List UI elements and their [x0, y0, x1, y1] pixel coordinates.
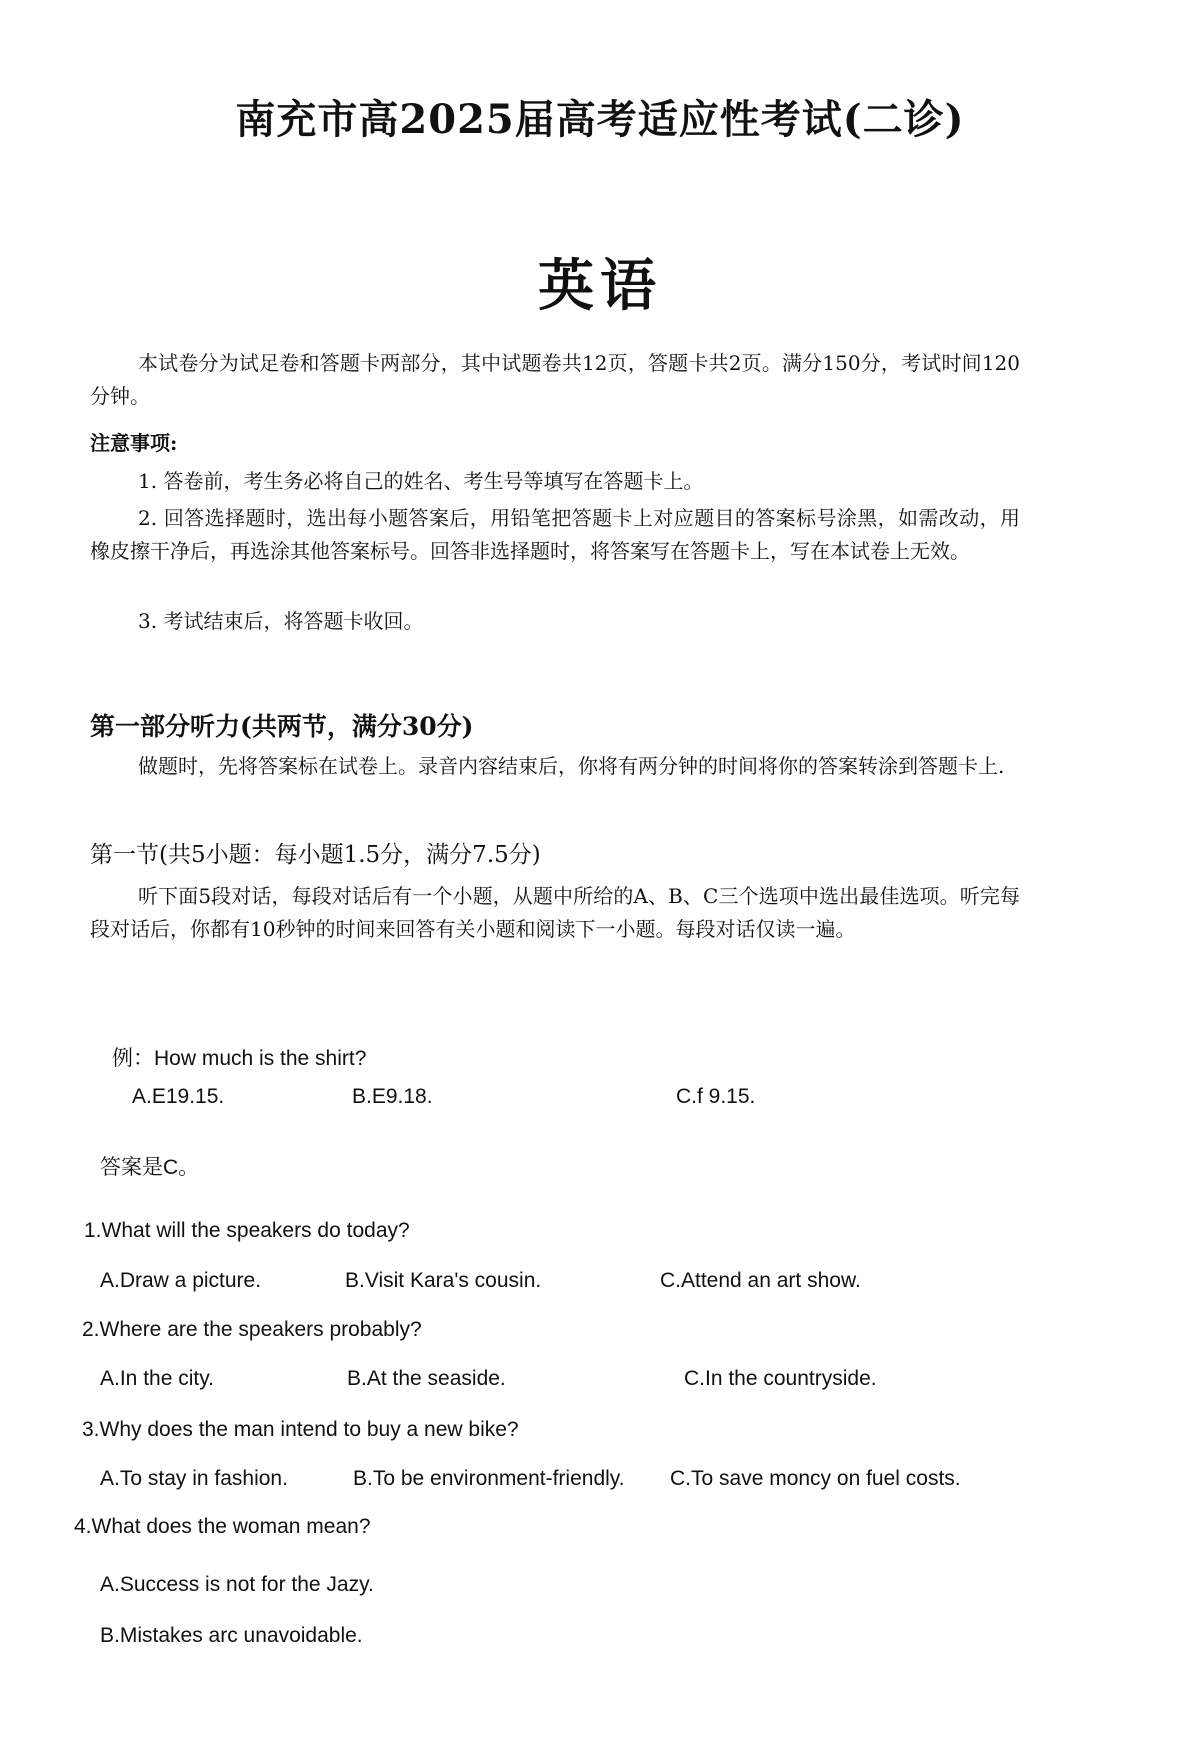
notes-heading: 注意事项: [90, 431, 178, 455]
section1-instruction: 听下面5段对话，每段对话后有一个小题，从题中所给的A、B、C三个选项中选出最佳选项。听完每段对话后，你都有10秒钟的时间来回答有关小题和阅读下一小题。每段对话仅读一遍。 [90, 884, 1020, 941]
question-2-option-b: B.At the seaside. [347, 1367, 506, 1390]
question-3-option-c: C.To save moncy on fuel costs. [670, 1467, 961, 1490]
example-option-c: C.f 9.15. [676, 1085, 756, 1108]
question-1-option-c: C.Attend an art show. [660, 1269, 861, 1292]
question-4-text: 4.What does the woman mean? [74, 1515, 371, 1538]
question-4-option-b: B.Mistakes arc unavoidable. [100, 1624, 363, 1647]
section1-heading: 第一节(共5小题：每小题1.5分，满分7.5分) [90, 842, 541, 868]
question-2-option-a: A.In the city. [100, 1367, 214, 1390]
note-item: 3. 考试结束后，将答题卡收回。 [138, 609, 424, 633]
example-option-a: A.E19.15. [132, 1085, 225, 1108]
part1-instruction: 做题时，先将答案标在试卷上。录音内容结束后，你将有两分钟的时间将你的答案转涂到答题卡上. [138, 754, 1005, 778]
exam-title: 南充市高2025届高考适应性考试(二诊) [235, 96, 965, 143]
note-item: 2. 回答选择题时，选出每小题答案后，用铅笔把答题卡上对应题目的答案标号涂黑，如需改动，用橡皮擦干净后，再选涂其他答案标号。回答非选择题时，将答案写在答题卡上，写在本试卷上无效。 [90, 506, 1020, 563]
question-3-option-b: B.To be environment-friendly. [353, 1467, 625, 1490]
question-4-option-a: A.Success is not for the Jazy. [100, 1573, 374, 1596]
question-2-option-c: C.In the countryside. [684, 1367, 877, 1390]
question-1-text: 1.What will the speakers do today? [84, 1219, 410, 1242]
example-answer: 答案是C。 [100, 1156, 200, 1179]
question-2-text: 2.Where are the speakers probably? [82, 1318, 422, 1341]
question-1-option-a: A.Draw a picture. [100, 1269, 262, 1292]
part1-heading: 第一部分听力(共两节，满分30分) [90, 712, 474, 741]
question-1-option-b: B.Visit Kara's cousin. [345, 1269, 542, 1292]
question-3-text: 3.Why does the man intend to buy a new bike? [82, 1418, 519, 1441]
note-item: 1. 答卷前，考生务必将自己的姓名、考生号等填写在答题卡上。 [138, 469, 704, 493]
example-option-b: B.E9.18. [352, 1085, 433, 1108]
subject-title: 英语 [538, 253, 662, 319]
exam-intro: 本试卷分为试足卷和答题卡两部分，其中试题卷共12页，答题卡共2页。满分150分，考试时间120分钟。 [90, 351, 1020, 408]
example-question: 例：How much is the shirt? [112, 1047, 367, 1070]
question-3-option-a: A.To stay in fashion. [100, 1467, 288, 1490]
